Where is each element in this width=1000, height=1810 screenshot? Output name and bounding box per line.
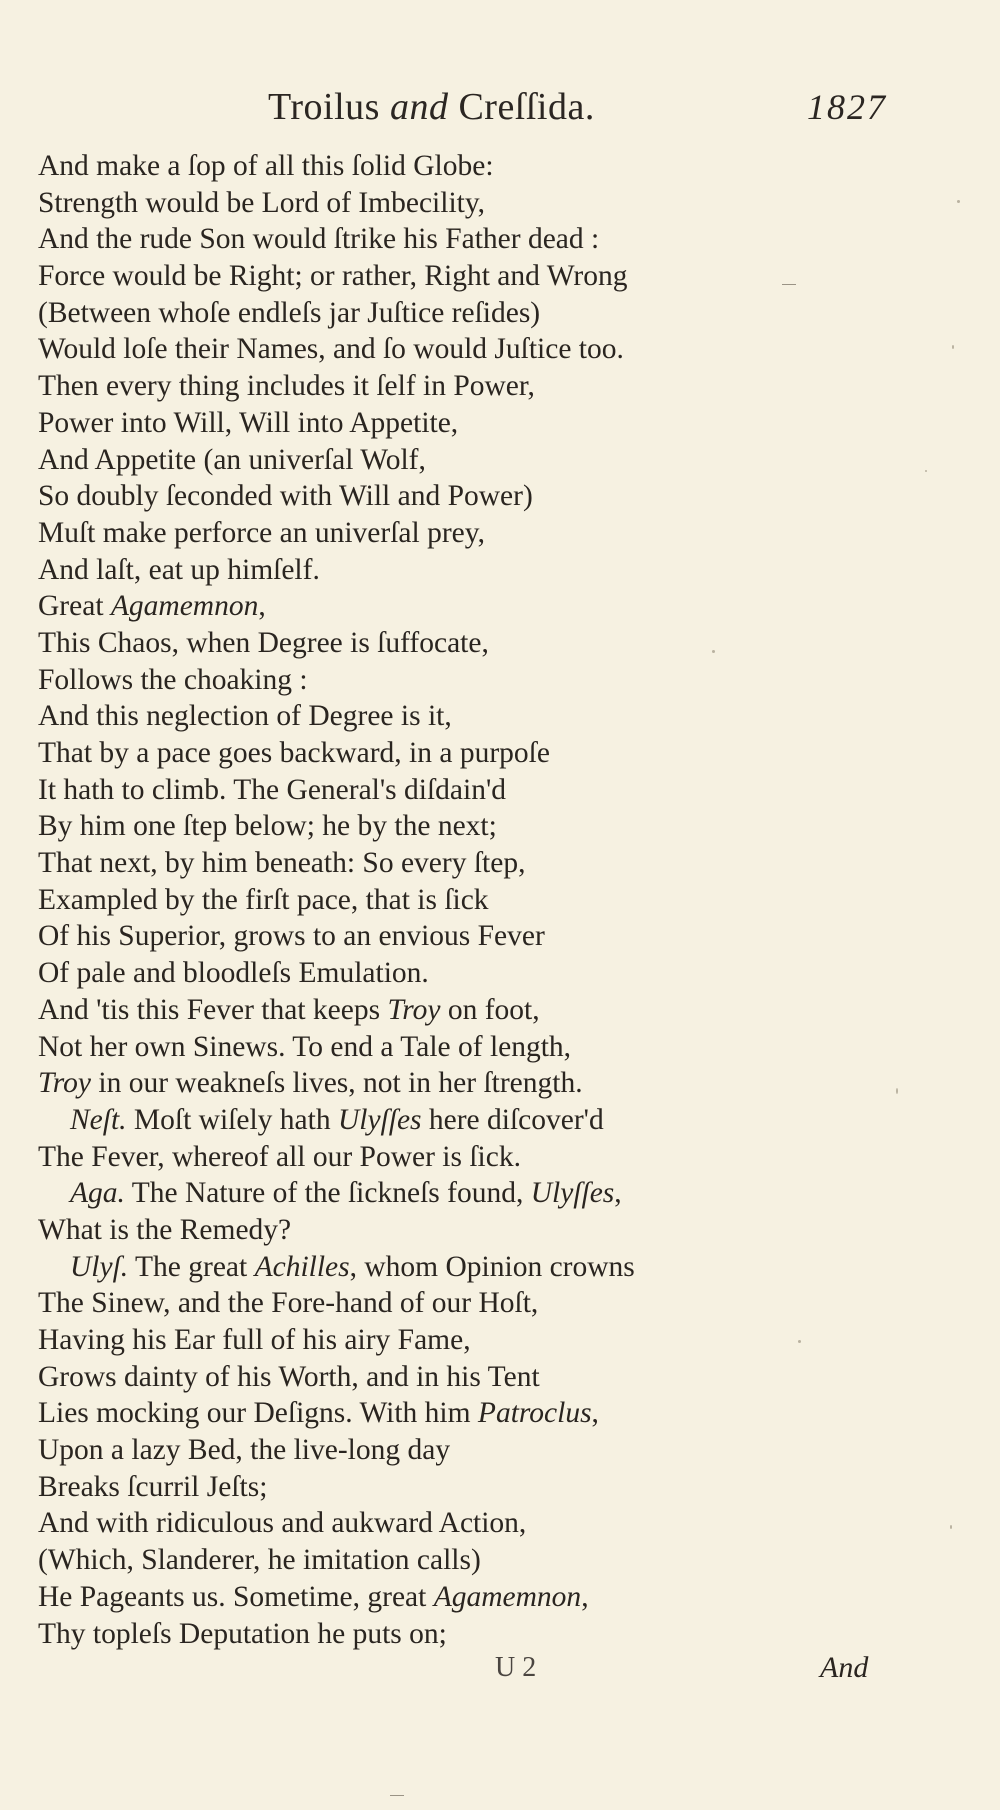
text-run: Muſt make perforce an univerſal prey, [38,516,485,549]
text-run: He Pageants us. Sometime, great [38,1580,434,1613]
text-line [38,588,798,625]
italic-run: Ulyſſes [530,1177,615,1210]
text-run: And Appetite (an univerſal Wolf, [38,443,426,476]
text-line [38,258,798,295]
text-run: (Between whoſe endleſs jar Juſtice reſides) [38,296,541,329]
title-part-1: Troilus [268,86,390,128]
text-run: here diſcover'd [421,1103,604,1136]
italic-run: Troy [387,993,441,1026]
text-run: , [614,1177,622,1210]
text-run: , whom Opinion crowns [349,1250,635,1283]
text-run: The Nature of the ſickneſs found, [124,1177,531,1210]
catchword: And [820,1651,869,1684]
text-run: Thy topleſs Deputation he puts on; [38,1617,447,1650]
text-run: And the rude Son would ſtrike his Father dead : [38,223,600,256]
text-line [38,1395,798,1432]
text-line [38,1432,798,1469]
text-run: Breaks ſcurril Jeſts; [38,1470,268,1503]
text-run: , [258,590,266,623]
text-run: Moſt wiſely hath [126,1103,338,1136]
text-run: Having his Ear full of his airy Fame, [38,1324,471,1356]
italic-run: Agamemnon [433,1580,582,1613]
text-line [38,515,798,552]
text-run: And make a ſop of all this ſolid Globe: [38,150,494,182]
text-line [38,1542,798,1579]
text-line [38,1102,798,1139]
text-run: The great [128,1250,255,1283]
text-line [38,882,798,919]
text-run: , [581,1580,589,1613]
italic-run: Neſt. [70,1103,127,1136]
text-run: And with ridiculous and aukward Action, [38,1507,527,1540]
text-line [38,442,798,479]
text-line [38,845,798,882]
text-line [38,148,798,185]
italic-run: Ulyſſes [337,1103,422,1136]
text-line [38,1505,798,1542]
paper-speck [798,1340,801,1343]
text-run: Upon a lazy Bed, the live-long day [38,1434,451,1467]
signature-mark: U 2 [495,1652,537,1683]
text-line [38,1579,798,1616]
text-run: Grows dainty of his Worth, and in his Tent [38,1360,540,1393]
text-line [38,1065,798,1102]
text-run: in our weakneſs lives, not in her ſtrength. [91,1067,583,1100]
text-run: The Fever, whereof all our Power is ſick. [38,1140,521,1173]
text-line [38,955,798,992]
text-run: And this neglection of Degree is it, [38,700,452,733]
text-run: It hath to climb. The General's diſdain'd [38,773,507,806]
paper-speck [957,200,960,203]
text-line [38,918,798,955]
text-line [38,992,798,1029]
text-run: And 'tis this Fever that keeps [38,993,388,1026]
text-line [38,185,798,222]
paper-speck [896,1088,898,1094]
text-run: Follows the choaking : [38,663,308,696]
text-run: Exampled by the firſt pace, that is ſick [38,883,489,916]
text-run: Lies mocking our Deſigns. With him [38,1397,478,1430]
text-run: Power into Will, Will into Appetite, [38,406,459,439]
text-run: What is the Remedy? [38,1213,292,1246]
text-run: And laſt, eat up himſelf. [38,553,320,586]
page-footer [0,1648,1000,1688]
text-line [38,295,798,332]
text-run: , [591,1397,599,1430]
text-line [38,552,798,589]
text-run: The Sinew, and the Fore-hand of our Hoſt, [38,1287,539,1320]
italic-run: Patroclus [477,1397,592,1430]
text-line [38,478,798,515]
text-line [38,1249,798,1286]
title-and: and [389,86,449,128]
text-run: Not her own Sinews. To end a Tale of length, [38,1030,572,1063]
paper-speck [925,470,927,472]
page-number: 1827 [807,87,887,127]
italic-run: Achilles [254,1250,350,1283]
text-run: That by a pace goes backward, in a purpoſe [38,737,550,769]
paper-mark [782,284,796,285]
text-line [38,1029,798,1066]
text-run: Strength would be Lord of Imbecility, [38,186,486,219]
paper-speck [712,650,715,653]
text-line [38,735,798,772]
text-run: Force would be Right; or rather, Right and Wrong [38,260,628,293]
text-line [38,1285,798,1322]
title-part-2: Creſſida. [448,86,595,128]
text-run: This Chaos, when Degree is ſuffocate, [38,626,489,659]
text-line [38,1469,798,1506]
text-line [38,698,798,735]
text-run: Then every thing includes it ſelf in Power, [38,370,535,403]
text-line [38,772,798,809]
paper-speck [952,345,954,349]
text-run: Of his Superior, grows to an envious Fever [38,920,545,953]
text-line [38,1212,798,1249]
italic-run: Ulyſ. [70,1250,129,1283]
paper-mark [390,1795,404,1796]
italic-run: Aga. [70,1177,125,1210]
italic-run: Agamemnon [110,590,259,623]
text-line [38,625,798,662]
text-line [38,1175,798,1212]
text-run: Would loſe their Names, and ſo would Juſtice too. [38,333,624,366]
text-line [38,808,798,845]
text-run: Of pale and bloodleſs Emulation. [38,957,429,990]
text-run: on foot, [440,993,540,1026]
text-line [38,405,798,442]
running-title [268,82,595,132]
running-header [0,82,1000,132]
text-line [38,662,798,699]
paper-speck [950,1525,952,1529]
text-line [38,1322,798,1359]
text-line [38,1139,798,1176]
text-run: (Which, Slanderer, he imitation calls) [38,1544,481,1577]
text-run: By him one ſtep below; he by the next; [38,810,497,843]
text-run: That next, by him beneath: So every ſtep, [38,847,526,880]
text-line [38,368,798,405]
text-line [38,331,798,368]
text-line [38,1616,798,1653]
verse-text [38,148,798,1652]
text-line [38,221,798,258]
text-run: So doubly ſeconded with Will and Power) [38,480,533,513]
text-line [38,1359,798,1396]
text-run: Great [38,590,111,623]
italic-run: Troy [38,1067,92,1100]
